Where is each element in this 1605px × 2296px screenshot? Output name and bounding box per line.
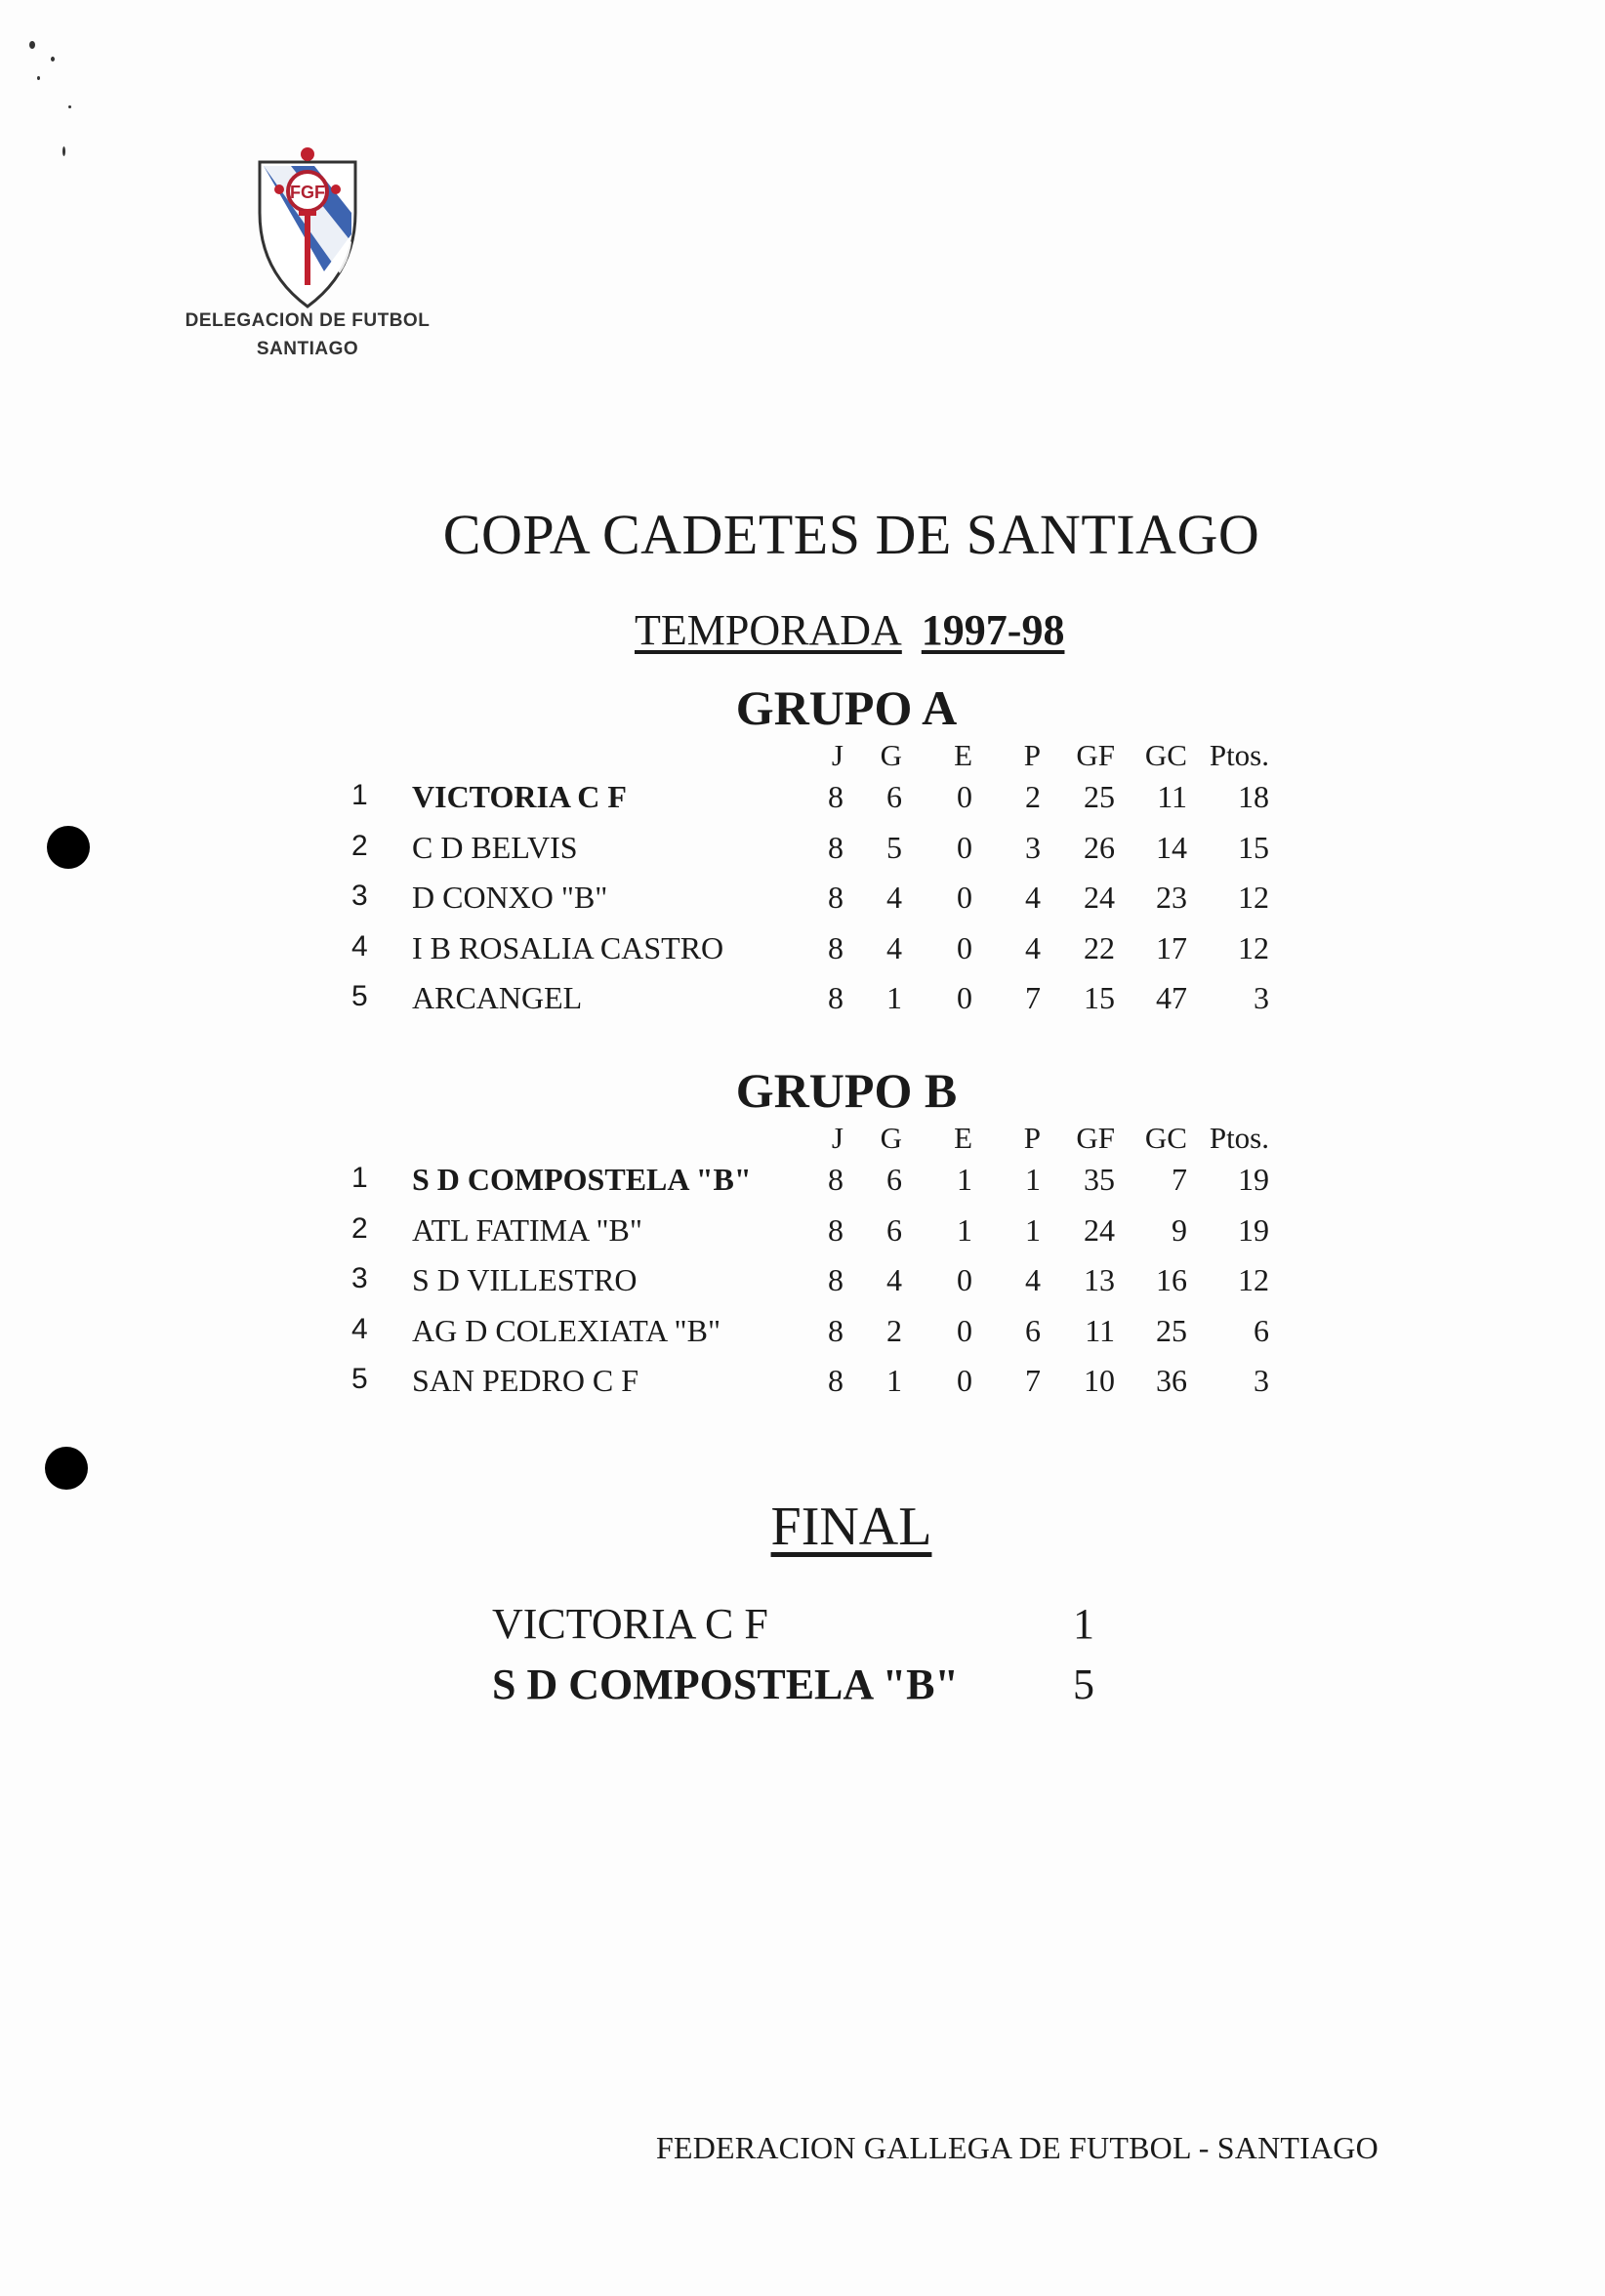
column-header: Ptos. — [1209, 1121, 1269, 1155]
stat-cell: 0 — [957, 929, 972, 965]
final-score-winner: 5 — [1073, 1660, 1094, 1708]
stat-cell: 24 — [1084, 1211, 1115, 1248]
stat-cell: 6 — [1254, 1312, 1269, 1348]
stat-cell: 1 — [957, 1211, 972, 1248]
column-header: P — [1023, 738, 1041, 772]
stat-cell: 12 — [1238, 929, 1269, 965]
stat-cell: 0 — [957, 779, 972, 814]
column-header: Ptos. — [1209, 738, 1269, 772]
footer: FEDERACION GALLEGA DE FUTBOL - SANTIAGO — [656, 2130, 1379, 2165]
team-name: C D BELVIS — [412, 829, 578, 865]
column-header: GC — [1144, 738, 1187, 772]
stat-cell: 2 — [886, 1312, 902, 1348]
stat-cell: 7 — [1025, 980, 1041, 1015]
season-label: TEMPORADA — [635, 606, 902, 654]
row-position: 3 — [351, 880, 368, 912]
final-team-winner: S D COMPOSTELA "B" — [492, 1660, 959, 1708]
stat-cell: 8 — [828, 1363, 844, 1398]
stat-cell: 24 — [1084, 880, 1115, 915]
stat-cell: 0 — [957, 829, 972, 865]
scan-speck — [29, 41, 35, 49]
team-name: AG D COLEXIATA "B" — [412, 1312, 720, 1348]
stat-cell: 12 — [1238, 880, 1269, 915]
stat-cell: 3 — [1025, 829, 1041, 865]
stat-cell: 6 — [886, 779, 902, 814]
stat-cell: 8 — [828, 1211, 844, 1248]
stat-cell: 6 — [1025, 1312, 1041, 1348]
svg-text:FGF: FGF — [290, 183, 325, 202]
stat-cell: 3 — [1254, 980, 1269, 1015]
stat-cell: 0 — [957, 1363, 972, 1398]
stat-cell: 13 — [1084, 1262, 1115, 1297]
stat-cell: 8 — [828, 980, 844, 1015]
stat-cell: 25 — [1084, 779, 1115, 814]
column-header: E — [954, 738, 972, 772]
column-header: E — [954, 1121, 972, 1155]
stat-cell: 35 — [1084, 1162, 1115, 1197]
scan-speck — [68, 105, 71, 108]
column-header: G — [880, 1121, 902, 1155]
column-header: J — [831, 738, 844, 772]
stat-cell: 25 — [1156, 1312, 1187, 1348]
scan-speck — [37, 76, 40, 80]
team-name: ARCANGEL — [412, 980, 583, 1015]
column-header: GF — [1076, 1121, 1115, 1155]
row-position: 5 — [351, 1363, 368, 1395]
row-position: 1 — [351, 779, 368, 811]
column-header: G — [880, 738, 902, 772]
stat-cell: 19 — [1238, 1211, 1269, 1248]
season-line — [635, 605, 1064, 655]
team-name: D CONXO "B" — [412, 880, 608, 915]
scan-speck — [51, 57, 55, 62]
stat-cell: 1 — [957, 1162, 972, 1197]
team-name: S D COMPOSTELA "B" — [412, 1162, 752, 1197]
stat-cell: 11 — [1157, 779, 1187, 814]
stat-cell: 8 — [828, 1162, 844, 1197]
stat-cell: 4 — [886, 1262, 902, 1297]
stat-cell: 1 — [1025, 1211, 1041, 1248]
stat-cell: 11 — [1085, 1312, 1115, 1348]
stat-cell: 36 — [1156, 1363, 1187, 1398]
stat-cell: 1 — [886, 1363, 902, 1398]
punch-hole — [47, 826, 90, 869]
team-name: ATL FATIMA "B" — [412, 1211, 642, 1248]
team-name: VICTORIA C F — [412, 779, 627, 814]
stat-cell: 4 — [886, 929, 902, 965]
stat-cell: 14 — [1156, 829, 1187, 865]
final-team: VICTORIA C F — [492, 1600, 768, 1648]
final-title: FINAL — [770, 1496, 932, 1557]
season-value: 1997-98 — [921, 606, 1065, 654]
stat-cell: 22 — [1084, 929, 1115, 965]
stat-cell: 5 — [886, 829, 902, 865]
stat-cell: 4 — [1025, 1262, 1041, 1297]
stat-cell: 0 — [957, 1262, 972, 1297]
stat-cell: 8 — [828, 1262, 844, 1297]
row-position: 4 — [351, 1312, 368, 1345]
team-name: I B ROSALIA CASTRO — [412, 929, 724, 965]
team-name: SAN PEDRO C F — [412, 1363, 639, 1398]
stat-cell: 7 — [1172, 1162, 1187, 1197]
stat-cell: 0 — [957, 1312, 972, 1348]
stat-cell: 47 — [1156, 980, 1187, 1015]
stat-cell: 4 — [886, 880, 902, 915]
stat-cell: 0 — [957, 880, 972, 915]
stat-cell: 23 — [1156, 880, 1187, 915]
stat-cell: 0 — [957, 980, 972, 1015]
federation-crest-icon — [256, 144, 359, 310]
stat-cell: 4 — [1025, 929, 1041, 965]
stat-cell: 15 — [1084, 980, 1115, 1015]
stat-cell: 8 — [828, 829, 844, 865]
group-a-title: GRUPO A — [735, 680, 958, 735]
stat-cell: 3 — [1254, 1363, 1269, 1398]
stat-cell: 12 — [1238, 1262, 1269, 1297]
stat-cell: 19 — [1238, 1162, 1269, 1197]
group-b-title: GRUPO B — [735, 1063, 958, 1118]
stat-cell: 6 — [886, 1211, 902, 1248]
page-title: COPA CADETES DE SANTIAGO — [442, 503, 1260, 566]
row-position: 2 — [351, 829, 368, 862]
stat-cell: 16 — [1156, 1262, 1187, 1297]
stat-cell: 8 — [828, 779, 844, 814]
stat-cell: 26 — [1084, 829, 1115, 865]
punch-hole — [45, 1447, 88, 1490]
column-header: GF — [1076, 738, 1115, 772]
team-name: S D VILLESTRO — [412, 1262, 638, 1297]
logo-caption: DELEGACION DE FUTBOL — [185, 310, 431, 331]
column-header: P — [1023, 1121, 1041, 1155]
stat-cell: 9 — [1172, 1211, 1187, 1248]
scan-speck — [62, 146, 65, 156]
final-score: 1 — [1073, 1600, 1094, 1648]
row-position: 4 — [351, 929, 368, 963]
stat-cell: 1 — [1025, 1162, 1041, 1197]
stat-cell: 18 — [1238, 779, 1269, 814]
logo-caption-city: SANTIAGO — [256, 339, 359, 359]
stat-cell: 4 — [1025, 880, 1041, 915]
stat-cell: 6 — [886, 1162, 902, 1197]
row-position: 1 — [351, 1162, 368, 1194]
stat-cell: 8 — [828, 1312, 844, 1348]
stat-cell: 2 — [1025, 779, 1041, 814]
stat-cell: 1 — [886, 980, 902, 1015]
stat-cell: 15 — [1238, 829, 1269, 865]
stat-cell: 8 — [828, 929, 844, 965]
row-position: 5 — [351, 980, 368, 1012]
column-header: J — [831, 1121, 844, 1155]
column-header: GC — [1144, 1121, 1187, 1155]
row-position: 3 — [351, 1262, 368, 1294]
row-position: 2 — [351, 1211, 368, 1245]
stat-cell: 8 — [828, 880, 844, 915]
stat-cell: 7 — [1025, 1363, 1041, 1398]
stat-cell: 10 — [1084, 1363, 1115, 1398]
stat-cell: 17 — [1156, 929, 1187, 965]
